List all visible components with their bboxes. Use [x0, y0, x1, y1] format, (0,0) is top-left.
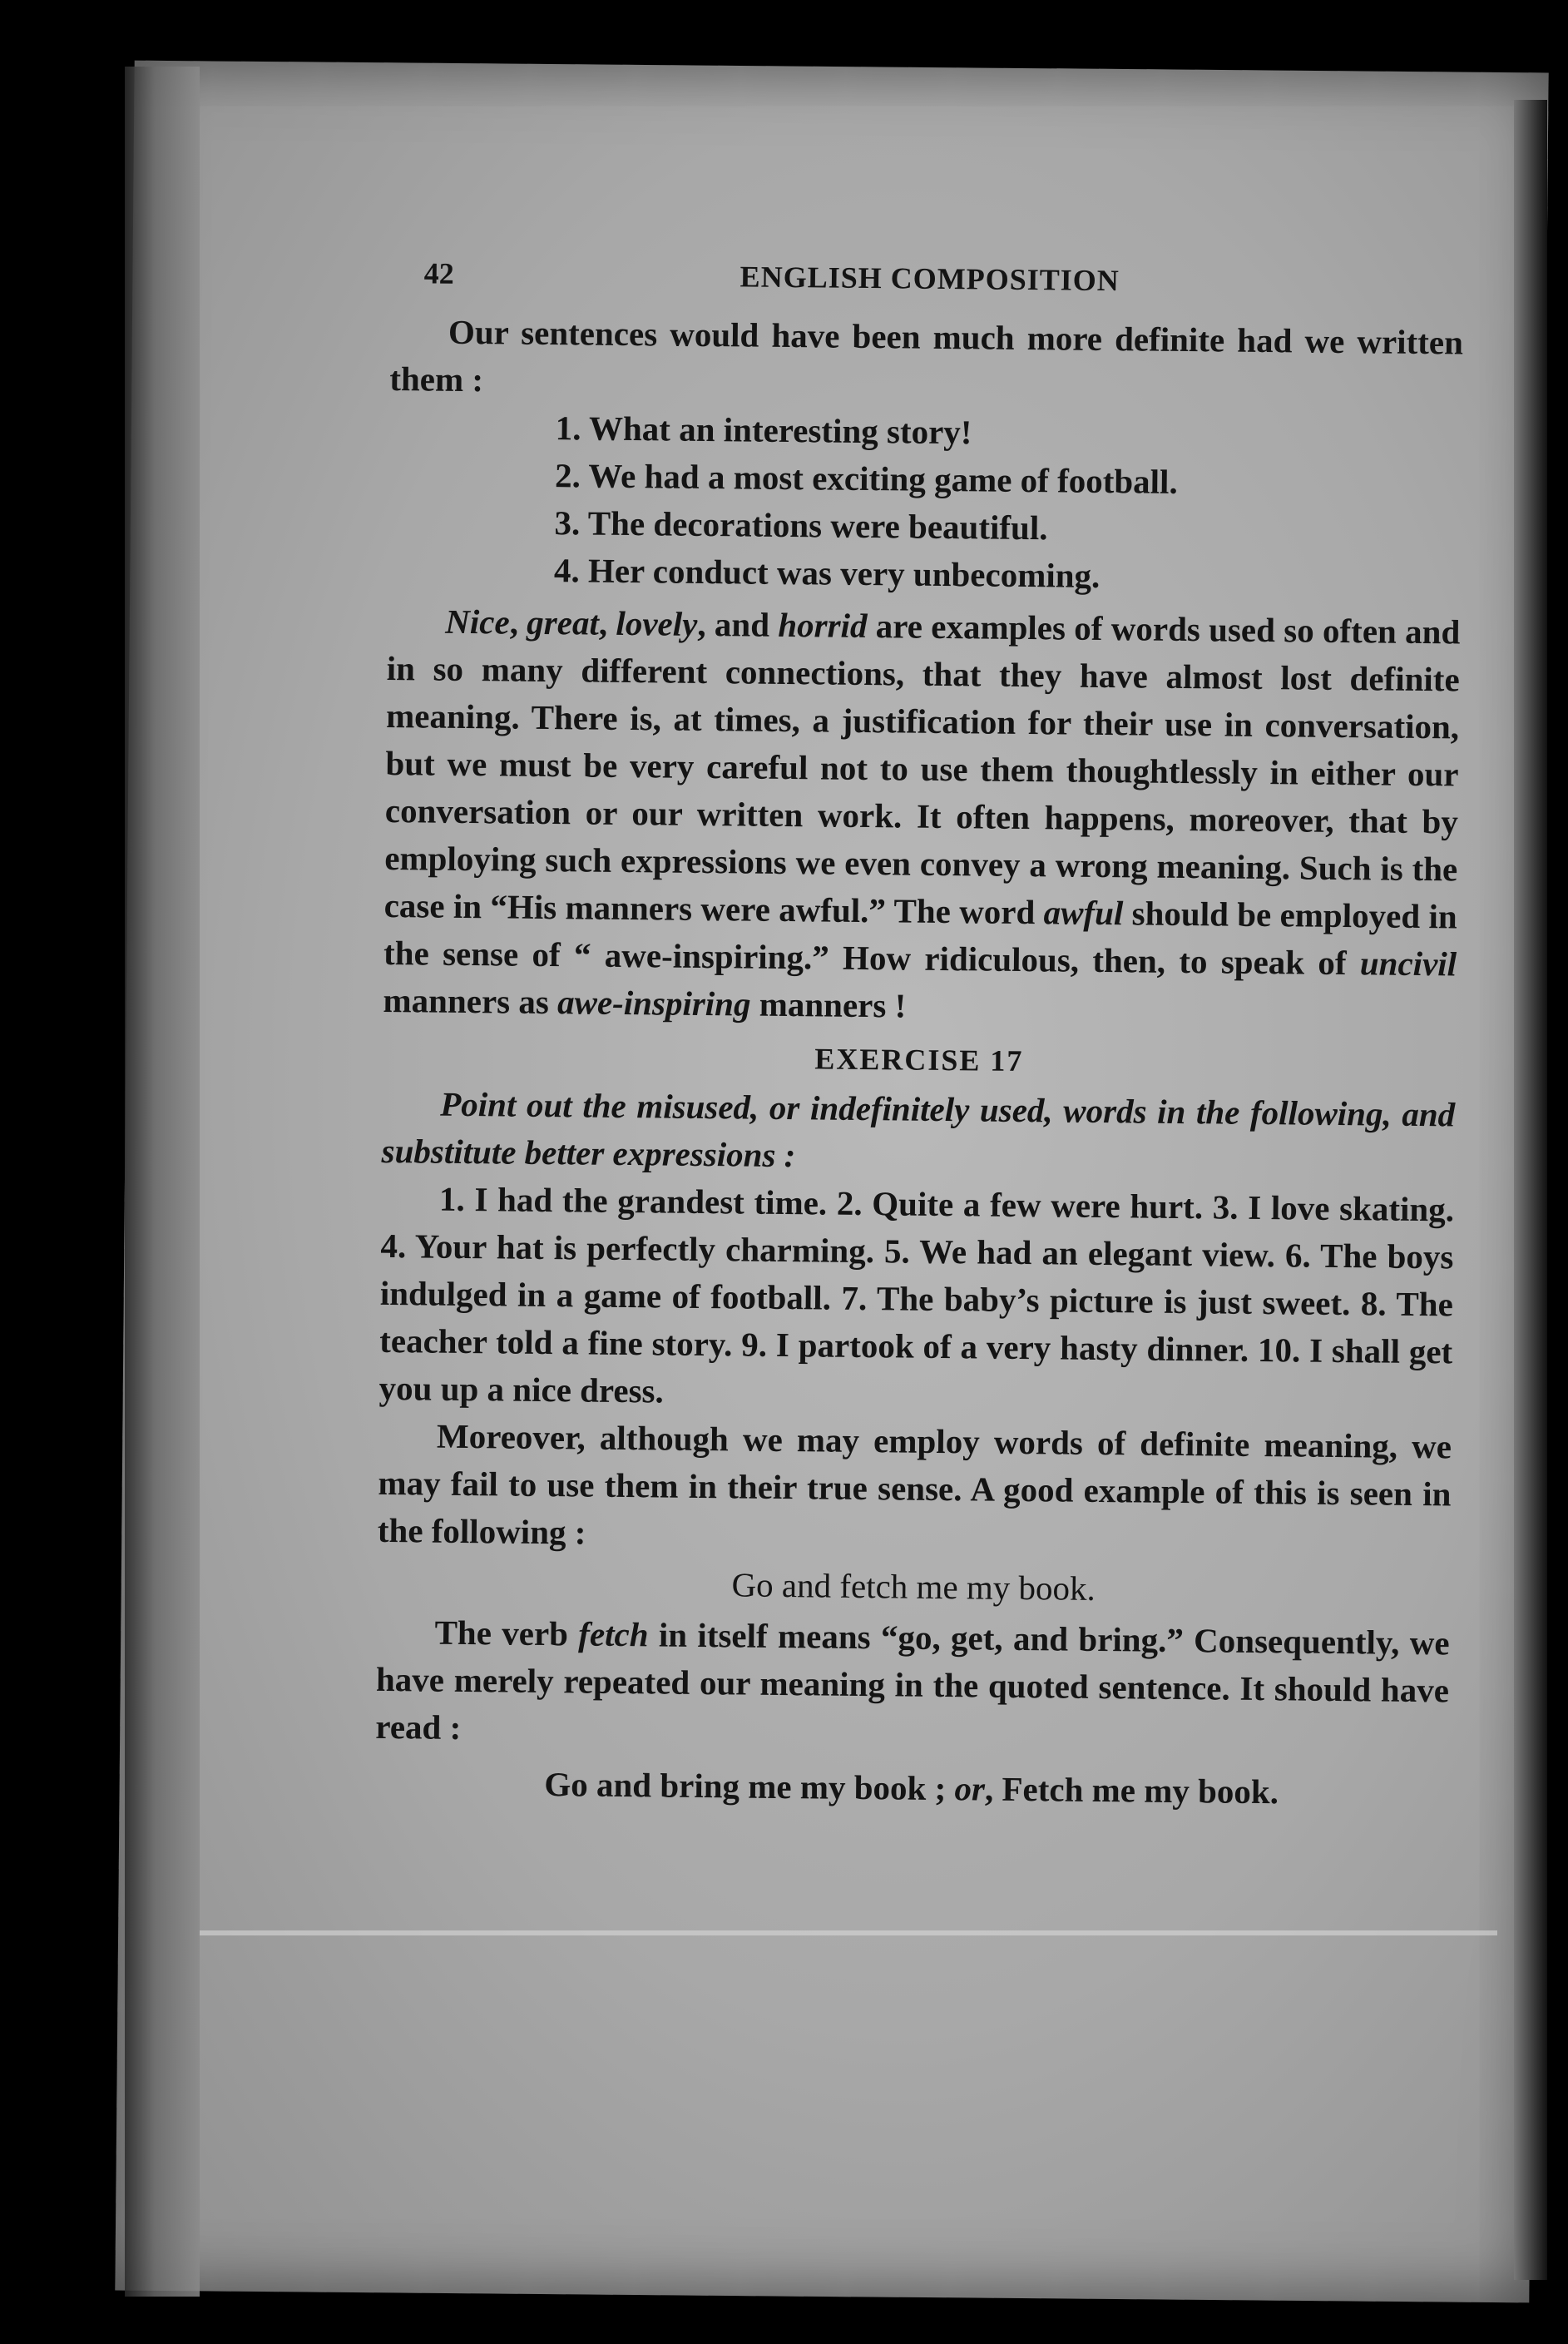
italic-word: great — [527, 602, 600, 642]
italic-word: fetch — [578, 1614, 649, 1654]
page-body — [374, 250, 1464, 1817]
page-number: 42 — [423, 256, 454, 290]
page-edge-shadow — [1514, 100, 1547, 2280]
example-list — [388, 403, 1462, 603]
page-binding-shadow — [125, 67, 200, 2297]
italic-word: awe-inspiring — [556, 983, 751, 1023]
paragraph-text: manners ! — [750, 984, 907, 1025]
italic-word: uncivil — [1359, 944, 1457, 984]
intro-paragraph: Our sentences would have been much more definite had we written them : — [389, 312, 1464, 399]
paragraph-text: are examples of words used so often and in so many different connections, that they have almost lost definite meaning. There is, at times, a justification for their use in conversation, but we must be very careful not to use them thoughtlessly in either our conversation or our written work. It often happens, moreover, that by employing such expressions we even convey a wrong meaning. Such is the case in “His manners were awful.” The word — [383, 607, 1461, 932]
scan-artifact-line — [200, 1930, 1497, 1935]
exercise-instruction — [381, 1080, 1455, 1187]
paragraph-text: should be employed in the sense of “ awe-inspiring.” How ridiculous, then, to speak of — [383, 894, 1457, 983]
exercise-items: 1. I had the grandest time. 2. Quite a few were hurt. 3. I love skating. 4. Your hat is perfectly charming. 5. We had an elegant view. 6. The boys indulged in a game of football. 7. The baby’s picture is just sweet. 8. The teacher told a fine story. 9. I partook of a very hasty dinner. 10. I shall get you up a nice dress. — [378, 1179, 1455, 1410]
list-item: 3. The decorations were beautiful. — [554, 503, 1048, 548]
vague-words-paragraph — [383, 597, 1460, 1035]
fetch-paragraph — [375, 1608, 1450, 1762]
example-text: Go and bring me my book ; — [544, 1765, 955, 1808]
list-item: 2. We had a most exciting game of football. — [554, 456, 1178, 501]
paragraph-text: in itself means “go, get, and bring.” Consequently, we have merely repeated our meaning in the quoted sentence. It should have read : — [375, 1615, 1450, 1747]
list-item: 1. What an interesting story! — [555, 409, 972, 452]
paragraph-text: The verb — [434, 1613, 579, 1653]
paragraph-text: manners as — [383, 980, 558, 1022]
separator: , — [509, 602, 527, 642]
italic-word: lovely — [616, 603, 698, 643]
italic-word: horrid — [778, 605, 868, 646]
separator: , and — [697, 604, 779, 644]
list-item: 4. Her conduct was very unbecoming. — [553, 551, 1101, 595]
moreover-paragraph: Moreover, although we may employ words of definite meaning, we may fail to use them in their true sense. A good example of this is seen in the following : — [377, 1416, 1452, 1552]
example-sentence: Go and fetch me my book. — [731, 1565, 1096, 1608]
exercise-heading: EXERCISE 17 — [814, 1042, 1024, 1078]
running-head — [390, 250, 1464, 311]
running-head-title: ENGLISH COMPOSITION — [739, 260, 1120, 298]
separator: , — [598, 603, 616, 642]
instruction-text: Point out the misused, or indefinitely used, words in the following, and substitute better expressions : — [381, 1084, 1456, 1175]
example-text: , Fetch me my book. — [984, 1769, 1279, 1811]
italic-word: Nice — [445, 602, 510, 642]
italic-word: or — [954, 1769, 986, 1808]
italic-word: awful — [1043, 893, 1124, 933]
